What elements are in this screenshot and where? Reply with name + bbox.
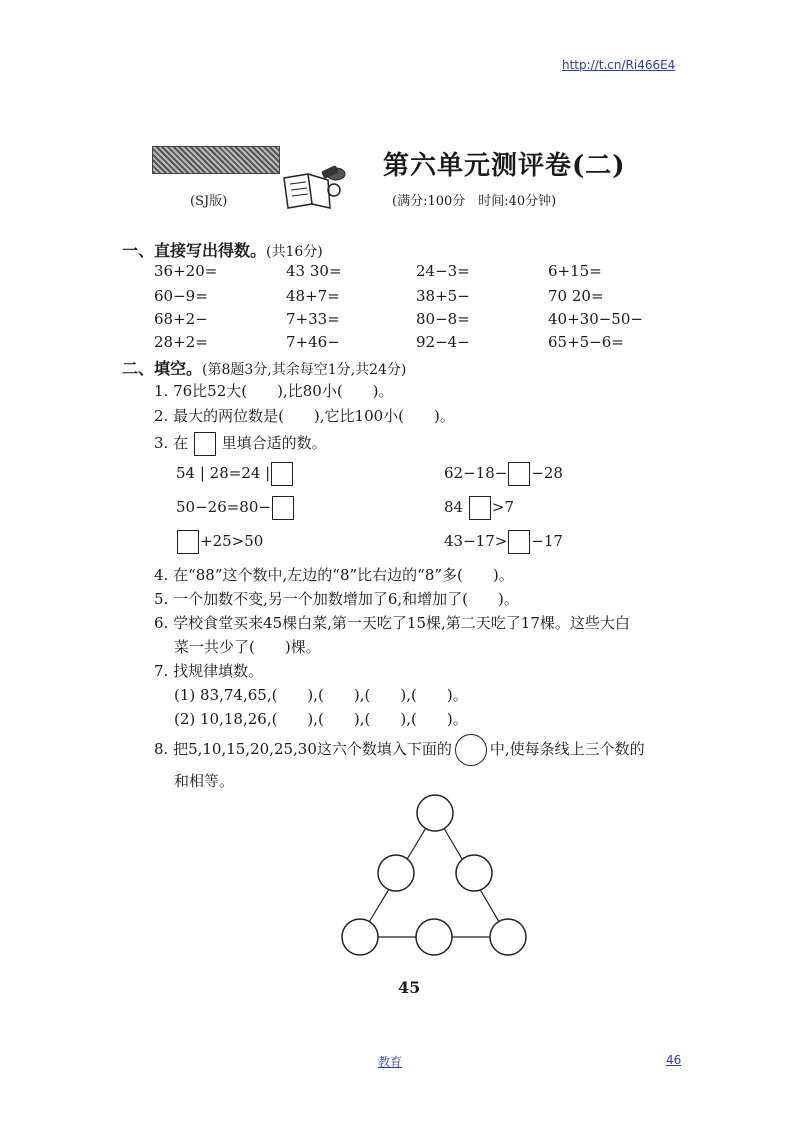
- q3-item: [444, 530, 563, 554]
- question-5: 5. 一个加数不变,另一个加数增加了6,和增加了( )。: [154, 590, 519, 608]
- question-7-part1: (1) 83,74,65,( ),( ),( ),( )。: [174, 686, 468, 704]
- q3-text-pre: 3. 在: [154, 434, 189, 452]
- answer-circle[interactable]: [456, 855, 492, 891]
- answer-box[interactable]: [508, 462, 530, 486]
- calc-item: 28+2=: [154, 333, 208, 351]
- question-6-line1: 6. 学校食堂买来45棵白菜,第一天吃了15棵,第二天吃了17棵。这些大白: [154, 614, 630, 632]
- calc-item: 38+5−: [416, 287, 470, 305]
- q3-text-post: 里填合适的数。: [221, 434, 327, 452]
- question-8: [154, 734, 645, 766]
- page-title: 第六单元测评卷(二): [383, 151, 626, 181]
- question-8-line2: 和相等。: [174, 772, 235, 790]
- q3-item: [444, 462, 563, 486]
- book-illustration-icon: [278, 160, 350, 216]
- header-link[interactable]: http://t.cn/Ri466E4: [562, 58, 676, 72]
- q3c-right-text-post: −17: [531, 532, 563, 550]
- q3b-right-text-post: >7: [491, 498, 514, 516]
- q8-text-post: 中,使每条线上三个数的: [489, 740, 645, 758]
- section2-title: 二、填空。: [122, 359, 203, 378]
- q3c-left-text: +25>50: [200, 532, 264, 550]
- answer-circle[interactable]: [416, 919, 452, 955]
- answer-circle[interactable]: [378, 855, 414, 891]
- answer-box[interactable]: [271, 462, 293, 486]
- section2-points: (第8题3分,其余每空1分,共24分): [202, 362, 407, 378]
- answer-circle[interactable]: [342, 919, 378, 955]
- q3b-left-text: 50−26=80−: [176, 498, 271, 516]
- calc-item: 68+2−: [154, 310, 208, 328]
- section1-points: (共16分): [266, 244, 323, 260]
- section1-heading: [122, 238, 323, 261]
- question-7-part2: (2) 10,18,26,( ),( ),( ),( )。: [174, 710, 468, 728]
- calc-item: 60−9=: [154, 287, 208, 305]
- answer-box[interactable]: [272, 496, 294, 520]
- q3-item: [176, 462, 294, 486]
- page-number: 45: [398, 978, 421, 997]
- calc-item: 48+7=: [286, 287, 340, 305]
- calc-item: 92−4−: [416, 333, 470, 351]
- section2-heading: [122, 356, 406, 379]
- footer-page-number[interactable]: 46: [666, 1053, 682, 1067]
- triangle-circles-diagram: [330, 785, 540, 965]
- calc-item: 36+20=: [154, 262, 218, 280]
- calc-item: 65+5−6=: [548, 333, 624, 351]
- q3-item: [444, 496, 514, 520]
- answer-box[interactable]: [177, 530, 199, 554]
- q3-item: [176, 530, 263, 554]
- calc-item: 40+30−50−: [548, 310, 643, 328]
- calc-item: 24−3=: [416, 262, 470, 280]
- question-4: 4. 在“88”这个数中,左边的“8”比右边的“8”多( )。: [154, 566, 514, 584]
- q3a-right-text-post: −28: [531, 464, 563, 482]
- q3-item: [176, 496, 295, 520]
- question-1: 1. 76比52大( ),比80小( )。: [154, 382, 394, 400]
- q3a-right-text-pre: 62−18−: [444, 464, 508, 482]
- score-time-info: (满分:100分 时间:40分钟): [392, 194, 557, 209]
- question-7: 7. 找规律填数。: [154, 662, 264, 680]
- footer-link[interactable]: 教育: [378, 1055, 403, 1069]
- circle-icon: [455, 734, 487, 766]
- q8-text-pre: 8. 把5,10,15,20,25,30这六个数填入下面的: [154, 740, 452, 758]
- q3a-left-text: 54 | 28=24 |: [176, 464, 271, 482]
- answer-circle[interactable]: [417, 795, 453, 831]
- section1-title: 一、直接写出得数。: [122, 241, 267, 260]
- edition-label: (SJ版): [190, 194, 228, 209]
- calc-item: 7+33=: [286, 310, 340, 328]
- question-2: 2. 最大的两位数是( ),它比100小( )。: [154, 407, 455, 425]
- calc-item: 70 20=: [548, 287, 604, 305]
- answer-box[interactable]: [508, 530, 530, 554]
- calc-item: 7+46−: [286, 333, 340, 351]
- question-3: [154, 432, 327, 456]
- question-6-line2: 菜一共少了( )棵。: [174, 638, 321, 656]
- q3b-right-text-pre: 84: [444, 498, 464, 516]
- calc-item: 80−8=: [416, 310, 470, 328]
- calc-item: 6+15=: [548, 262, 602, 280]
- answer-circle[interactable]: [490, 919, 526, 955]
- title-banner-decoration: [152, 146, 280, 174]
- calc-item: 43 30=: [286, 262, 342, 280]
- answer-box[interactable]: [469, 496, 491, 520]
- answer-box-example: [194, 432, 216, 456]
- q3c-right-text-pre: 43−17>: [444, 532, 508, 550]
